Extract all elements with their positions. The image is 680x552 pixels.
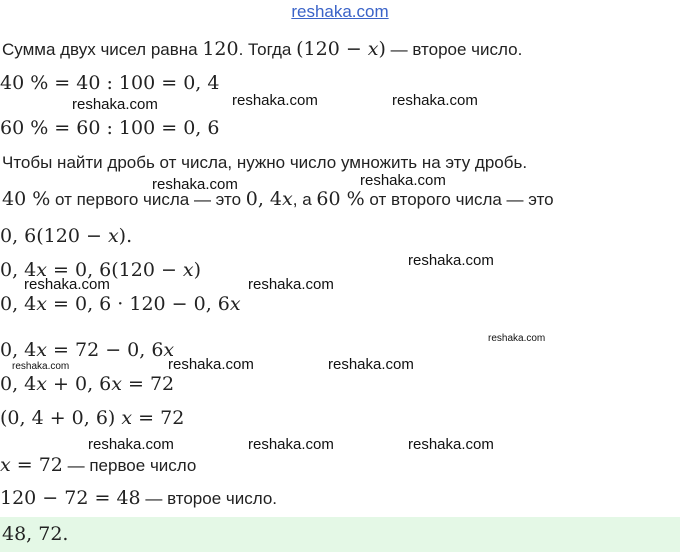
watermark: reshaka.com <box>488 333 546 344</box>
answer-text: 48, 72. <box>2 523 69 545</box>
math-var: x <box>36 259 47 281</box>
watermark: reshaka.com <box>392 92 478 109</box>
math: 60 % <box>316 188 365 210</box>
math: + 0, 6 <box>46 373 112 395</box>
math-var: x <box>36 373 47 395</box>
text: . Тогда <box>238 40 297 59</box>
watermark: reshaka.com <box>248 276 334 293</box>
math: = 72 − 0, 6 <box>46 339 164 361</box>
site-header-link[interactable]: reshaka.com <box>291 2 389 21</box>
percent-conversion-60: 60 % = 60 : 100 = 0, 6 <box>0 117 220 139</box>
watermark: reshaka.com <box>152 176 238 193</box>
math: = 72 <box>121 373 175 395</box>
percent-conversion-40: 40 % = 40 : 100 = 0, 4 <box>0 72 220 94</box>
math-var: x <box>0 454 11 476</box>
text: — второе число. <box>385 40 523 59</box>
watermark: reshaka.com <box>248 436 334 453</box>
math: 0, 4 <box>0 259 37 281</box>
rule-statement: Чтобы найти дробь от числа, нужно число умножить на эту дробь. <box>2 153 528 172</box>
text: — первое число <box>62 456 197 475</box>
math: = 72 <box>132 407 185 429</box>
equation-step-4 <box>0 373 174 395</box>
watermark: reshaka.com <box>88 436 174 453</box>
watermark: reshaka.com <box>24 276 110 293</box>
math: 0, 6(120 − <box>0 225 108 247</box>
math-var: x <box>367 38 379 60</box>
watermark: reshaka.com <box>72 96 158 113</box>
math: = 72 <box>10 454 63 476</box>
math-var: x <box>111 373 122 395</box>
watermark: reshaka.com <box>328 356 414 373</box>
second-number-result <box>0 487 277 510</box>
math: ) <box>193 259 202 281</box>
watermark: reshaka.com <box>408 436 494 453</box>
math-var: x <box>36 293 47 315</box>
math: ). <box>118 225 133 247</box>
watermark: reshaka.com <box>12 361 70 372</box>
text: от второго числа — это <box>364 190 554 209</box>
math: ) <box>378 38 386 60</box>
first-number-result <box>0 454 196 477</box>
text: — второе число. <box>140 489 278 508</box>
math-var: x <box>107 225 119 247</box>
math-var: x <box>163 339 175 361</box>
equation-step-5 <box>0 407 184 429</box>
math: 0, 4 <box>0 293 37 315</box>
expression-second-number <box>0 225 132 247</box>
equation-step-3 <box>0 339 174 361</box>
watermark: reshaka.com <box>168 356 254 373</box>
math: = 0, 6(120 − <box>46 259 183 281</box>
math-var: x <box>36 339 47 361</box>
text: от первого числа — это <box>50 190 246 209</box>
math: 120 − 72 = 48 <box>0 487 141 509</box>
math: (0, 4 + 0, 6) <box>0 407 122 429</box>
math-var: x <box>229 293 241 315</box>
math: = 0, 6 · 120 − 0, 6 <box>46 293 230 315</box>
watermark: reshaka.com <box>408 252 494 269</box>
text: Сумма двух чисел равна <box>2 40 203 59</box>
watermark: reshaka.com <box>232 92 318 109</box>
math: 0, 4 <box>245 188 283 210</box>
math: (120 − <box>296 38 368 60</box>
math-var: x <box>121 407 133 429</box>
problem-statement <box>2 38 522 61</box>
math: 0, 4 <box>0 373 37 395</box>
watermark: reshaka.com <box>360 172 446 189</box>
math: 0, 4 <box>0 339 37 361</box>
math: 40 % <box>2 188 51 210</box>
explanation-line <box>2 188 554 211</box>
math-var: x <box>282 188 293 210</box>
math-var: x <box>182 259 194 281</box>
answer-box <box>0 517 680 552</box>
text: , а <box>292 190 317 209</box>
math: 120 <box>202 38 239 60</box>
equation-step-2 <box>0 293 241 315</box>
